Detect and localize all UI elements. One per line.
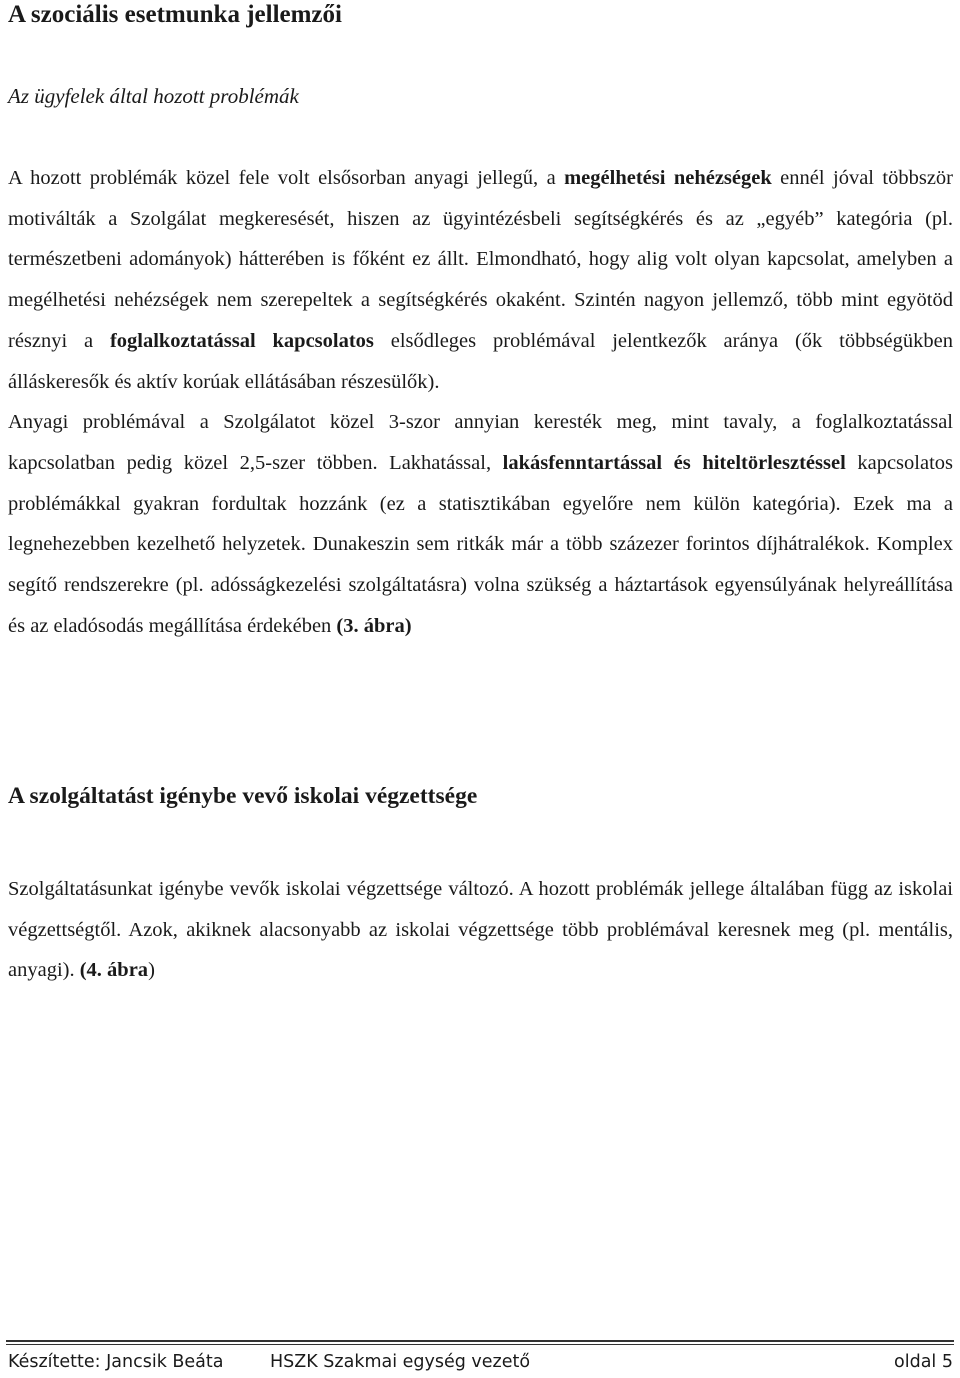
footer-divider <box>6 1344 954 1345</box>
footer-divider <box>6 1340 954 1342</box>
bold-text: megélhetési nehézségek <box>564 167 772 189</box>
bold-text: foglalkoztatással kapcsolatos <box>109 329 374 352</box>
text-span: ) <box>148 959 155 982</box>
footer-author: Készítette: Jancsik Beáta <box>8 1352 224 1372</box>
section-title: A szolgáltatást igénybe vevő iskolai végzettsége <box>8 783 478 809</box>
page-title: A szociális esetmunka jellemzői <box>8 1 342 28</box>
text-span: ennél jóval többször motiválták a Szolgálat megkeresését, hiszen az ügyintézésbeli segítségkérés és az „egyéb” kategória (pl. természetbeni adományok) hátterében is főként ez állt. Elmondható, hogy alig volt olyan kapcsolat, amelyben a megélhetési nehézségek nem szerepeltek a segítségkérés okaként. Szintén nagyon jellemző, több mint egyötöd résznyi a <box>8 167 954 352</box>
paragraph-problems <box>8 158 953 646</box>
bold-text: lakásfenntartással és hiteltörlesztéssel <box>502 451 846 474</box>
paragraph-education <box>8 869 953 991</box>
figure-reference: (4. ábra <box>79 959 149 982</box>
text-span: Anyagi problémával a Szolgálatot közel 3-szor annyian keresték meg, mint tavaly, a foglalkoztatással kapcsolatban pedig közel 2,5-szer többen. Lakhatással, <box>8 411 953 474</box>
text-span: Szolgáltatásunkat igénybe vevők iskolai végzettsége változó. A hozott problémák jellege általában függ az iskolai végzettségtől. Azok, akiknek alacsonyabb az iskolai végzettsége több problémával keresnek meg (pl. mentális, anyagi). <box>8 878 953 982</box>
figure-reference: (3. ábra) <box>336 614 412 637</box>
subsection-title: Az ügyfelek által hozott problémák <box>8 84 299 108</box>
text-span: elsődleges problémával jelentkezők aránya (ők többségükben álláskeresők és aktív korúak ellátásában részesülők). <box>8 329 953 393</box>
text-span: kapcsolatos problémákkal gyakran fordultak hozzánk (ez a statisztikában egyelőre nem külön kategória). Ezek ma a legnehezebben kezelhető helyzetek. Dunakeszin sem ritkák már a több százezer forintos díjhátralékok. Komplex segítő rendszerekre (pl. adósságkezelési szolgáltatásra) volna szükség a háztartások egyensúlyának helyreállítása és az eladósodás megállítása érdekében <box>8 451 953 637</box>
footer-role: HSZK Szakmai egység vezető <box>270 1352 531 1372</box>
page-number: oldal 5 <box>894 1352 953 1372</box>
text-span: A hozott problémák közel fele volt elsősorban anyagi jellegű, a <box>8 167 565 189</box>
